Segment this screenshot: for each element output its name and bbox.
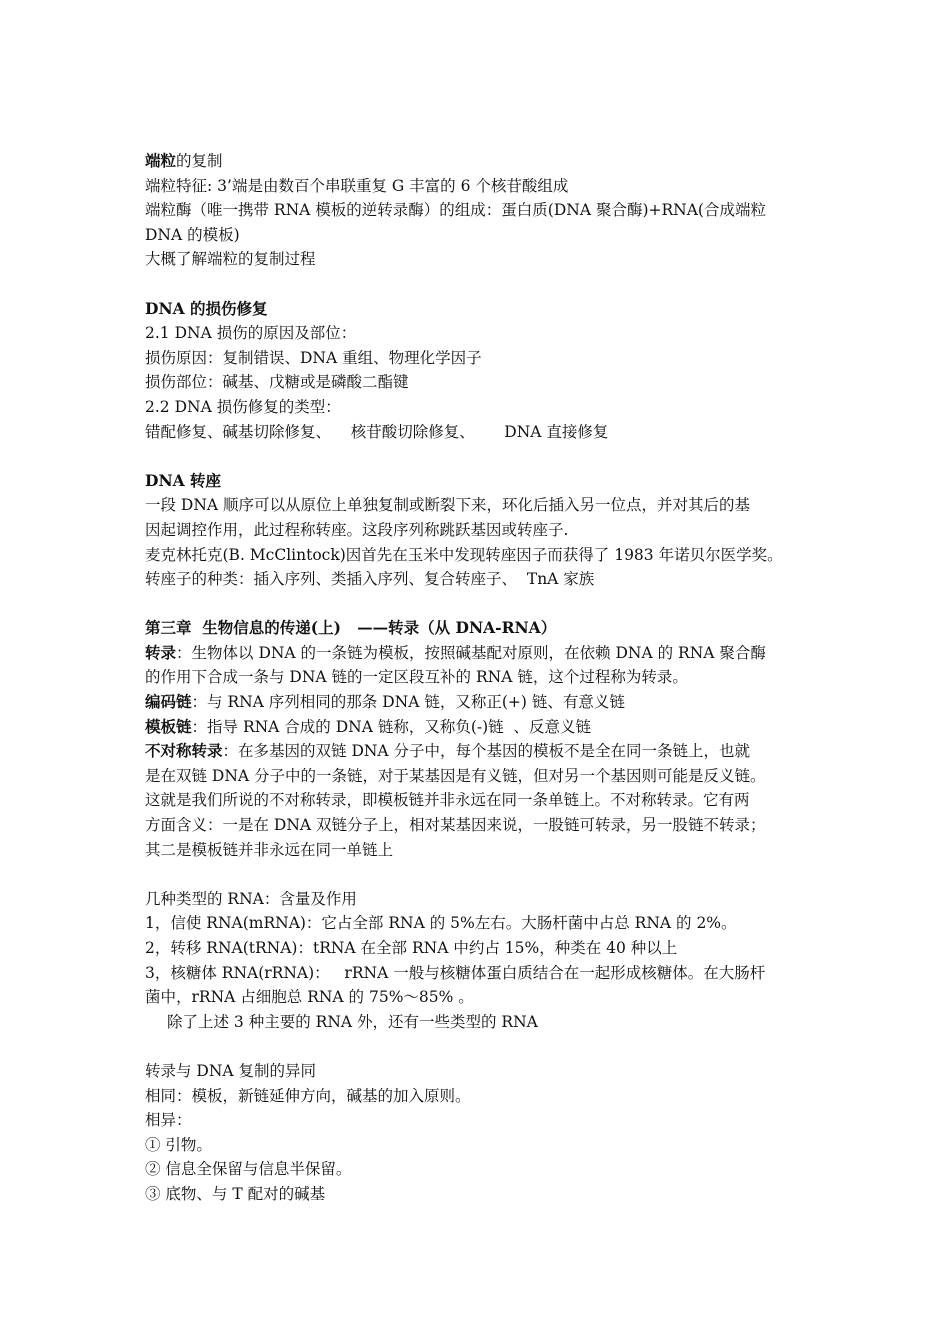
- telomerase-composition-line2: DNA 的模板): [145, 225, 240, 244]
- damage-repair-types: 错配修复、碱基切除修复、 核苷酸切除修复、 DNA 直接修复: [145, 422, 609, 441]
- asymmetric-transcription-line2: 是在双链 DNA 分子中的一条链，对于某基因是有义链，但对另一个基因则可能是反义链。: [145, 766, 766, 785]
- telomere-feature: 端粒特征: 3’端是由数百个串联重复 G 丰富的 6 个核苷酸组成: [145, 176, 569, 195]
- telomere-heading-bold: 端粒: [145, 151, 177, 170]
- document-page: [145, 149, 825, 1207]
- transcription-term: 转录: [145, 642, 177, 662]
- template-strand-definition: [145, 715, 825, 740]
- rna-type-mrna: 1，信使 RNA(mRNA)：它占全部 RNA 的 5%左右。大肠杆菌中占总 RNA 的 2%。: [145, 914, 737, 933]
- asymmetric-transcription-line3: 这就是我们所说的不对称转录，即模板链并非永远在同一条单链上。不对称转录。它有两: [145, 791, 750, 810]
- spacer: [145, 444, 825, 469]
- compare-differences-label: 相异：: [145, 1111, 192, 1130]
- rna-types-others: 除了上述 3 种主要的 RNA 外，还有一些类型的 RNA: [167, 1012, 538, 1031]
- damage-subsection-2-2: 2.2 DNA 损伤修复的类型：: [145, 397, 341, 416]
- telomerase-composition-line1: 端粒酶（唯一携带 RNA 模板的逆转录酶）的组成：蛋白质(DNA 聚合酶)+RNA(合成端粒: [145, 201, 766, 220]
- coding-strand-definition: [145, 690, 825, 715]
- damage-heading: DNA 的损伤修复: [145, 298, 268, 318]
- asymmetric-transcription-line5: 其二是模板链并非永远在同一单链上: [145, 840, 394, 859]
- coding-strand-term: 编码链: [145, 692, 192, 712]
- transposition-definition-line1: 一段 DNA 顺序可以从原位上单独复制或断裂下来，环化后插入另一位点，并对其后的基: [145, 496, 751, 515]
- compare-difference-2: ② 信息全保留与信息半保留。: [145, 1160, 352, 1179]
- damage-subsection-2-1: 2.1 DNA 损伤的原因及部位：: [145, 324, 357, 343]
- asymmetric-transcription-line4: 方面含义：一是在 DNA 双链分子上，相对某基因来说，一股链可转录，另一股链不转录；: [145, 816, 766, 835]
- asymmetric-transcription-text: ：在多基因的双链 DNA 分子中，每个基因的模板不是全在同一条链上，也就: [222, 742, 751, 761]
- transcription-definition-line2: 的作用下合成一条与 DNA 链的一定区段互补的 RNA 链，这个过程称为转录。: [145, 668, 688, 687]
- transcription-definition-line1: [145, 641, 825, 666]
- transposition-mcclintock: 麦克林托克(B. McClintock)因首先在玉米中发现转座因子而获得了 1983 年诺贝尔医学奖。: [145, 545, 783, 564]
- spacer: [145, 592, 825, 617]
- chapter3-heading: 第三章 生物信息的传递(上) ——转录（从 DNA-RNA）: [145, 618, 557, 638]
- compare-heading: 转录与 DNA 复制的异同: [145, 1061, 317, 1080]
- template-strand-term: 模板链: [145, 716, 192, 736]
- transposon-kinds: 转座子的种类：插入序列、类插入序列、复合转座子、 TnA 家族: [145, 570, 595, 589]
- transposition-definition-line2: 因起调控作用，此过程称转座。这段序列称跳跃基因或转座子.: [145, 520, 569, 539]
- rna-type-rrna-line1: 3，核糖体 RNA(rRNA)： rRNA 一般与核糖体蛋白质结合在一起形成核糖体。在大肠杆: [145, 963, 766, 982]
- rna-type-trna: 2，转移 RNA(tRNA)：tRNA 在全部 RNA 中约占 15%，种类在 40 种以上: [145, 939, 678, 957]
- spacer: [145, 272, 825, 297]
- transcription-text: ：生物体以 DNA 的一条链为模板，按照碱基配对原则，在依赖 DNA 的 RNA 聚合酶: [176, 643, 766, 662]
- asymmetric-transcription-line1: [145, 739, 825, 764]
- compare-difference-1: ① 引物。: [145, 1135, 212, 1154]
- damage-causes: 损伤原因：复制错误、DNA 重组、物理化学因子: [145, 348, 482, 367]
- asymmetric-transcription-term: 不对称转录: [145, 741, 223, 761]
- transposition-heading: DNA 转座: [145, 470, 222, 490]
- template-strand-text: ：指导 RNA 合成的 DNA 链称，又称负(-)链 、反意义链: [191, 717, 592, 736]
- compare-difference-3: ③ 底物、与 T 配对的碱基: [145, 1184, 326, 1203]
- spacer: [145, 1034, 825, 1059]
- telomere-heading-rest: 的复制: [176, 152, 223, 170]
- telomere-heading: [145, 149, 825, 174]
- compare-similarities: 相同：模板，新链延伸方向，碱基的加入原则。: [145, 1086, 471, 1105]
- spacer: [145, 862, 825, 887]
- rna-types-heading: 几种类型的 RNA：含量及作用: [145, 889, 357, 908]
- rna-type-rrna-line2: 菌中，rRNA 占细胞总 RNA 的 75%～85% 。: [145, 988, 474, 1007]
- damage-sites: 损伤部位：碱基、戊糖或是磷酸二酯键: [145, 373, 409, 392]
- coding-strand-text: ：与 RNA 序列相同的那条 DNA 链，又称正(+) 链、有意义链: [191, 693, 625, 712]
- telomere-process: 大概了解端粒的复制过程: [145, 250, 316, 269]
